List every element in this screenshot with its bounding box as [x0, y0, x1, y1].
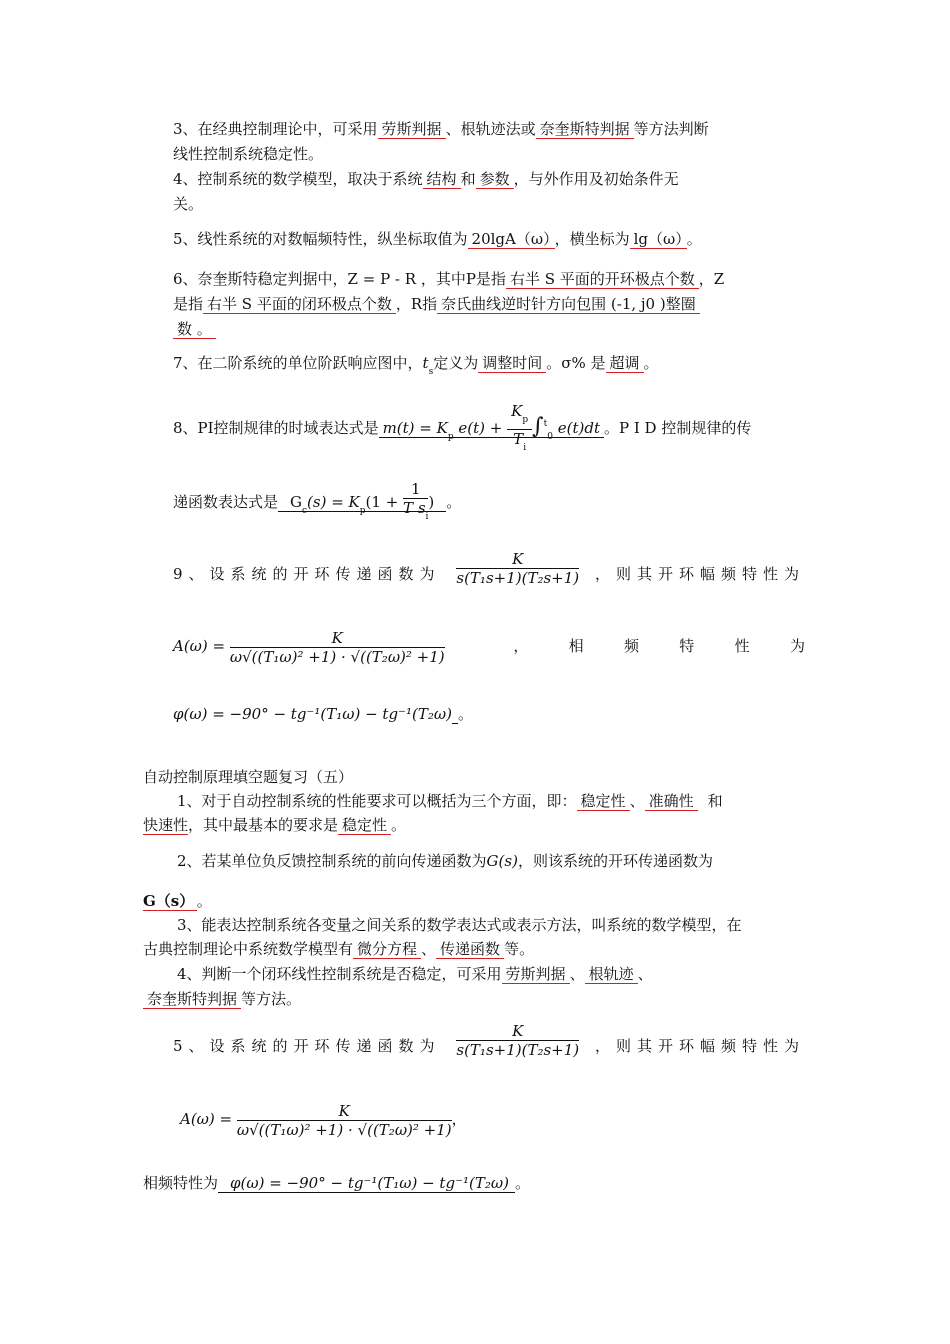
- s1-sep: 、: [629, 792, 645, 810]
- s4-text: 4、判断一个闭环线性控制系统是否稳定，可采用: [177, 965, 502, 983]
- s4-line2: [143, 988, 301, 1010]
- s2-line2: [143, 890, 212, 912]
- ti-frac-den-subscript: i: [425, 512, 429, 522]
- s5-amp-denominator: ω√((T₁ω)² +1) · √((T₂ω)² +1): [236, 1120, 452, 1139]
- s5-tf-denominator: s(T₁s+1)(T₂s+1): [456, 1041, 580, 1059]
- ti-fraction: [403, 480, 428, 526]
- s1-text: 1、对于自动控制系统的性能要求可以概括为三个方面，即：: [177, 792, 577, 810]
- q7-text-suffix: 。: [643, 354, 659, 372]
- pi-formula-part-b: e(t) +: [458, 419, 503, 437]
- q4-answer-1: 结构: [423, 170, 461, 189]
- s1-text-mid: 和: [707, 792, 723, 810]
- gc-symbol: G: [290, 493, 302, 511]
- q3-text: 3、在经典控制理论中，可采用: [173, 120, 378, 138]
- q9-line2: [173, 622, 805, 670]
- s-question-3: 3、能表达控制系统各变量之间关系的数学表达式或表示方法，叫系统的数学模型，在: [177, 916, 742, 934]
- s5-line2: [180, 1095, 467, 1143]
- q4-answer-2: 参数: [476, 170, 514, 189]
- s3-sep: 、: [421, 940, 437, 958]
- s5-transfer-function: [456, 1022, 579, 1070]
- integral-upper: t: [543, 419, 548, 429]
- q6-line2-mid: ，R指: [395, 295, 438, 313]
- s5-tf-numerator: K: [456, 1022, 579, 1041]
- pi-time-domain-formula: [379, 401, 604, 453]
- s5-text-suffix: ，则其开环幅频特性为: [594, 1037, 805, 1055]
- q7-answer-1: 调整时间: [478, 354, 546, 373]
- integral-lower: 0: [547, 432, 553, 442]
- q4-text-mid: 和: [460, 170, 476, 188]
- q4-line2: 关。: [173, 195, 204, 213]
- question-4: [173, 168, 679, 190]
- s4-answer-2: 根轨迹: [585, 965, 638, 984]
- q7-text: 7、在二阶系统的单位阶跃响应图中，: [173, 354, 423, 372]
- q9-amp-fraction: [230, 629, 445, 666]
- q3-line2: 线性控制系统稳定性。: [173, 145, 324, 163]
- s3-answer-2: 传递函数: [436, 940, 504, 959]
- s5-text: 5、设系统的开环传递函数为: [173, 1037, 441, 1055]
- q8-line2-prefix: 递函数表达式是: [173, 493, 279, 511]
- q6-answer-1: 右半 S 平面的开环极点个数: [506, 270, 699, 289]
- s5-amp-end: ，: [451, 1110, 467, 1128]
- kp-subscript: p: [447, 432, 454, 442]
- s-question-4: [177, 963, 653, 985]
- q9-amplitude-formula: [173, 622, 473, 670]
- s1-line2: [143, 814, 406, 836]
- s2-end: 。: [196, 892, 212, 910]
- s5-phase-formula: φ(ω) = −90° − tg⁻¹(T₁ω) − tg⁻¹(T₂ω): [218, 1174, 515, 1193]
- s3-line2: [143, 938, 534, 960]
- s4-answer-3: 奈奎斯特判据: [143, 990, 241, 1009]
- s2-text-suffix: ，则该系统的开环传递函数为: [517, 852, 713, 870]
- q9-tf-numerator: K: [456, 550, 579, 569]
- q9-word-3: 特: [679, 637, 695, 655]
- gc-subscript: c: [302, 506, 308, 516]
- kp2-subscript: p: [359, 506, 366, 516]
- q6-line2: [173, 293, 700, 315]
- pi-formula-part-a: m(t) = K: [382, 419, 448, 437]
- q7-text-mid1: 定义为: [433, 354, 479, 372]
- q9-amp-numerator: K: [230, 629, 445, 648]
- question-6: [173, 268, 724, 290]
- section-title: 自动控制原理填空题复习（五）: [143, 768, 354, 786]
- s5-line1: [173, 1022, 805, 1070]
- s1-line2-suffix: 。: [391, 816, 407, 834]
- s5-amp-lhs: A(ω) =: [180, 1110, 233, 1128]
- q9-word-4: 性: [734, 637, 750, 655]
- q4-text: 4、控制系统的数学模型，取决于系统: [173, 170, 423, 188]
- q5-text-mid: ，横坐标为: [554, 230, 630, 248]
- q5-answer-2: lg（ω）: [630, 230, 687, 249]
- pid-formula-part-d: ): [428, 493, 435, 511]
- q9-line1: [173, 550, 805, 598]
- q8-text: 8、PI控制规律的时域表达式是: [173, 419, 379, 437]
- q3-text-suffix: 等方法判断: [633, 120, 709, 138]
- q9-phase-formula: φ(ω) = −90° − tg⁻¹(T₁ω) − tg⁻¹(T₂ω): [173, 705, 452, 723]
- s2-text: 2、若某单位负反馈控制系统的前向传递函数为: [177, 852, 487, 870]
- question-5: [173, 228, 702, 250]
- q5-text: 5、线性系统的对数幅频特性，纵坐标取值为: [173, 230, 468, 248]
- q7-text-mid2: 。σ% 是: [546, 354, 606, 372]
- q9-text: 9、设系统的开环传递函数为: [173, 565, 441, 583]
- ts-subscript: s: [428, 367, 434, 377]
- q3-answer-2: 奈奎斯特判据: [536, 120, 634, 139]
- question-3: [173, 118, 709, 140]
- q7-answer-2: 超调: [606, 354, 644, 373]
- q8-text-suffix: 。P I D 控制规律的传: [603, 419, 752, 437]
- pid-formula-part-b: (s) = K: [307, 493, 360, 511]
- ts-symbol: t: [422, 354, 429, 372]
- pid-transfer-formula: [278, 480, 446, 522]
- q5-text-suffix: 。: [686, 230, 702, 248]
- s1-line2-mid: ，其中最基本的要求是: [188, 816, 339, 834]
- q9-word-2: 频: [623, 637, 639, 655]
- ti-frac-numerator: 1: [403, 480, 428, 499]
- q6-text-suffix: ，Z: [698, 270, 725, 288]
- q9-end: 。: [457, 705, 473, 723]
- q5-answer-1: 20lgA（ω）: [468, 230, 555, 249]
- question-9: [173, 550, 805, 598]
- q9-word-1: 相: [568, 637, 584, 655]
- q9-text-suffix: ，则其开环幅频特性为: [594, 565, 805, 583]
- q3-answer-1: 劳斯判据: [378, 120, 446, 139]
- frac-den-subscript: i: [523, 442, 527, 453]
- integral-sign: ∫: [532, 414, 544, 439]
- q9-amp-denominator: ω√((T₁ω)² +1) · √((T₂ω)² +1): [229, 647, 445, 666]
- s2-gs: G(s): [486, 852, 518, 870]
- s5-amplitude-formula: [180, 1101, 452, 1139]
- s4-sep2: 、: [637, 965, 653, 983]
- q8-line2: [173, 478, 461, 535]
- s-question-2: [177, 850, 713, 872]
- pi-formula-part-c: e(t)dt: [557, 419, 600, 437]
- s4-suffix: 等方法。: [241, 990, 302, 1008]
- s5-end: 。: [514, 1174, 530, 1192]
- frac-numerator: K: [511, 401, 523, 420]
- s2-answer: G（s）: [143, 892, 197, 911]
- pid-formula-part-c: (1 +: [365, 493, 399, 511]
- s3-answer-1: 微分方程: [353, 940, 421, 959]
- q6-text: 6、奈奎斯特稳定判据中，Z = P - R ，其中P是指: [173, 270, 506, 288]
- s1-answer-4: 稳定性: [338, 816, 391, 835]
- q9-transfer-function: [456, 550, 579, 598]
- q6-line2-prefix: 是指: [173, 295, 204, 313]
- question-7: [173, 352, 659, 383]
- q3-text-mid: 、根轨迹法或: [445, 120, 536, 138]
- q6-answer-3: 奈氏曲线逆时针方向包围 (-1, j0 )整圈: [437, 295, 700, 314]
- frac-denominator: T: [513, 429, 524, 448]
- q6-line3: [173, 318, 216, 340]
- s-question-5: [173, 1022, 805, 1070]
- s1-answer-3: 快速性: [143, 816, 189, 834]
- ki-fraction: [507, 402, 532, 457]
- ti-frac-denominator: T s: [403, 499, 426, 517]
- s5-amp-fraction: [237, 1102, 452, 1139]
- s1-answer-1: 稳定性: [577, 792, 630, 811]
- s4-answer-1: 劳斯判据: [502, 965, 570, 984]
- s3-suffix: 等。: [504, 940, 535, 958]
- q4-text-suffix: ，与外作用及初始条件无: [513, 170, 679, 188]
- s4-sep1: 、: [569, 965, 585, 983]
- s5-phase-prefix: 相频特性为: [143, 1174, 219, 1192]
- q8-line2-suffix: 。: [446, 493, 462, 511]
- q6-answer-2: 右半 S 平面的闭环极点个数: [203, 295, 396, 314]
- q9-line2-row: [173, 622, 805, 670]
- s-question-1: [177, 790, 723, 812]
- q9-word-5: 为: [789, 637, 805, 655]
- s1-answer-2: 准确性: [645, 792, 698, 811]
- s5-line3: [143, 1172, 530, 1194]
- s3-line2-prefix: 古典控制理论中系统数学模型有: [143, 940, 354, 958]
- q9-amp-lhs: A(ω) =: [173, 637, 226, 655]
- s5-amp-numerator: K: [237, 1102, 452, 1121]
- q6-answer-3-cont: 数 。: [173, 320, 216, 339]
- q9-tf-denominator: s(T₁s+1)(T₂s+1): [456, 569, 580, 587]
- q9-line3: [173, 703, 473, 725]
- q9-word-comma: ，: [513, 637, 529, 655]
- question-8: [173, 400, 751, 461]
- frac-num-subscript: p: [522, 414, 529, 425]
